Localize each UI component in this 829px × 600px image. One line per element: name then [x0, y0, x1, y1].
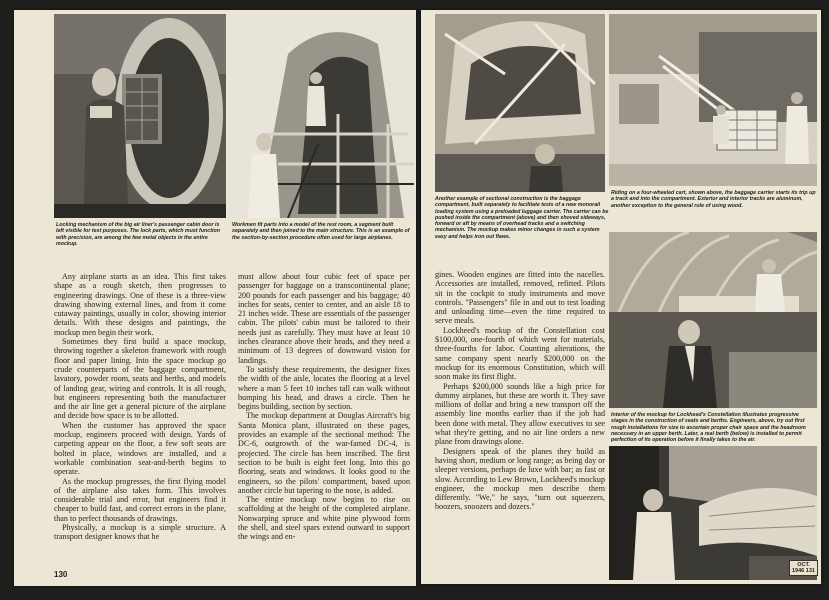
paragraph: Lockheed's mockup of the Constellation cost $100,000, one-fourth of which went for materials, three-fourths for labor. Counting alterations, the same company spent nearly $200,000 on the mockup for its enormous Constitution, which will soon make its first flight. [435, 325, 605, 382]
left-column-2 [238, 272, 410, 582]
issue-year: 1946 [792, 568, 805, 574]
issue-year-page [792, 568, 815, 574]
left-page [14, 10, 416, 586]
paragraph: Any airplane starts as an idea. This first takes shape as a rough sketch, then progresses to engineering drawings. One of these is a three-view drawing showing external lines, and from it come cutaway paintings, usually in color, showing interior details. With these designs and paintings, the mockup men begin their work. [54, 272, 226, 337]
photo-constellation-berths [609, 232, 817, 408]
issue-date-mark [789, 560, 818, 576]
caption-baggage-compartment: Another example of sectional construction is the baggage compartment, built separately to facilitate tests of a new monorail loading system using a preloaded luggage carrier. The carrier can be pushed inside the compartment (above) and then shoved sideways, forward or aft by means of overhead tracks and a switching mechanism. The mockup makes minor changes in such a system easy and helps iron out flaws. [435, 196, 609, 240]
paragraph: gines. Wooden engines are fitted into the nacelles. Accessories are installed, removed, refitted. Pilots sit in the cockpit to study instruments and move controls. "Passengers" file in and out to test loading and unloading time—even the time required to serve meals. [435, 270, 605, 326]
paragraph: As the mockup progresses, the first flying model of the airplane also takes form. This involves considerable trial and error, but engineers find it cheaper to build fast, and correct errors in the plane, than to perfect thousands of drawings. [54, 476, 226, 523]
paragraph: must allow about four cubic feet of space per passenger for baggage on a transcontinental plane; 200 pounds for each passenger and his baggage; 40 inches for seats, center to center, and an aisle 18 to 21 inches wide. These are essentials of the passenger cabin. The pilots' cabin must be tailored to their needs just as carefully. They must have at least 10 inches clearance above their heads, and they need a minimum of 13 degrees of downward vision for landings. [238, 272, 410, 365]
caption-rest-room: Workmen fit parts into a model of the rest room, a segment built separately and then joined to the main structure. This is an example of the section-by-section procedure often used for large airplanes. [232, 222, 410, 241]
paragraph: When the customer has approved the space mockup, engineers proceed with design. Yards of carpeting appear on the floor, a few soft seats are bolted in place, windows are installed, and a workable combination seat-and-berth begins to operate. [54, 420, 226, 477]
paragraph: The mockup department at Douglas Aircraft's big Santa Monica plant, illustrated on these pages, provides an example of the sectional method: The DC-6, outgrowth of the war-famed DC-4, is projected. The circle has been inscribed. The first section to be built is eight feet long. Into this go flooring, seats and windows. It looks good to the engineers, so the pilots' compartment, based upon another circle but tapering to the nose, is added. [238, 411, 410, 495]
photo-cabin-door-lock [54, 14, 226, 218]
page-number: 130 [54, 570, 68, 579]
paragraph: Sometimes they first build a space mockup, throwing together a skeleton framework with rough floor and paper lining. Into the space mockup go crude counterparts of the baggage compartment, lavatory, powder room, seats and berths, and models of landing gear, wiring and controls. It is all rough, but engineers representing both the manufacturer and the air line get a general picture of the airplane and decide how space is to be allotted. [54, 337, 226, 421]
photo-real-berth [609, 446, 817, 580]
photo-baggage-cart [609, 14, 817, 186]
photo-rest-room-segment [228, 14, 414, 218]
caption-constellation: Interior of the mockup for Lockheed's Constellation illustrates progressive stages in the construction of seats and berths. Engineers, above, try out first rough installations for size to ascertain proper chair space and the headroom necessary in an upper berth. Later, a real berth (below) is installed to permit perfection of its operation before it finally takes to the air. [611, 412, 806, 444]
photo-baggage-compartment [435, 14, 605, 192]
paragraph: The entire mockup now begins to rise on scaffolding at the height of the completed airplane. Nonwarping spruce and white pine plywood form the shell, and steel spars extend outward to support the wings and en- [238, 495, 410, 542]
paragraph: Designers speak of the planes they build as having short, medium or long range; as being day or sleeper versions, perhaps de luxe with bar; as fast or slow. According to Lew Brown, Lockheed's mockup engineer, the mockup men describe them differently. "We," he says, "turn out squeezers, boozers, snoozers and dozers." [435, 446, 605, 512]
paragraph: Perhaps $200,000 sounds like a high price for dummy airplanes, but these are worth it. They save millions of dollar and bring a new transport off the assembly line months earlier than if the job had been done with metal. They allow executives to see what they're getting, and no air line orders a new plane from drawings alone. [435, 381, 605, 447]
left-column-1 [54, 272, 226, 580]
right-page [421, 10, 821, 584]
page-number: 131 [805, 568, 815, 574]
issue-month: OCT. [797, 562, 810, 568]
paragraph: Physically, a mockup is a simple structure. A transport designer knows that he [54, 523, 226, 542]
right-column-1 [435, 270, 605, 580]
caption-baggage-cart: Riding on a four-wheeled cart, shown above, the baggage carrier starts its trip up a track and into the compartment. Exterior and interior tracks are aluminum, another exception to the general rule of using wood. [611, 190, 816, 209]
caption-cabin-door: Locking mechanism of the big air liner's passenger cabin door is left visible for test purposes. The lock parts, which must function with precision, are among the few metal objects in the entire mockup. [56, 222, 220, 247]
paragraph: To satisfy these requirements, the designer fixes the width of the aisle, locates the flooring at a level where a man 5 feet 10 inches tall can walk without bumping his head, and draws a circle. Then he begins building, section by section. [238, 364, 410, 412]
